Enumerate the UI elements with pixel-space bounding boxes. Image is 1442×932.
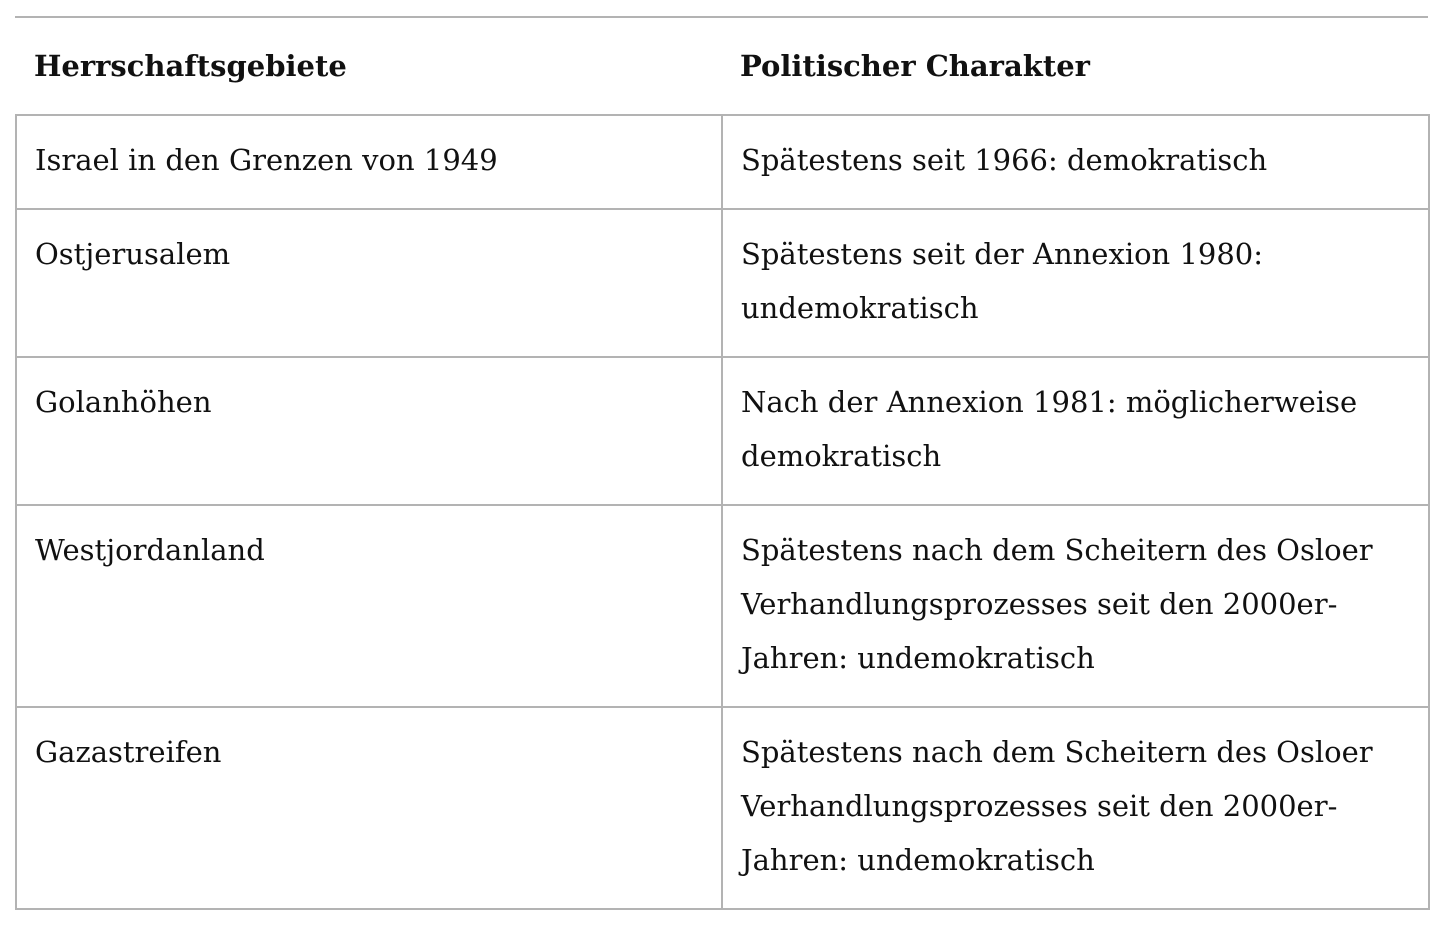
territory-cell: Westjordanland: [16, 505, 722, 707]
header-political-character: Politischer Charakter: [722, 18, 1429, 115]
table-header: [16, 18, 1429, 115]
character-cell: Spätestens nach dem Scheitern des Osloer Verhandlungsprozesses seit den 2000er-Jahren: undemokratisch: [722, 505, 1429, 707]
table-body: [16, 115, 1429, 909]
territory-cell: Ostjerusalem: [16, 209, 722, 357]
character-cell: Spätestens seit 1966: demokratisch: [722, 115, 1429, 209]
territory-table: [15, 18, 1430, 910]
header-territories: Herrschaftsgebiete: [16, 18, 722, 115]
table-row: [16, 209, 1429, 357]
table-row: [16, 357, 1429, 505]
table-row: [16, 707, 1429, 909]
table-row: [16, 505, 1429, 707]
territory-cell: Israel in den Grenzen von 1949: [16, 115, 722, 209]
character-cell: Nach der Annexion 1981: möglicherweise demokratisch: [722, 357, 1429, 505]
territory-cell: Golanhöhen: [16, 357, 722, 505]
header-row: [16, 18, 1429, 115]
table-row: [16, 115, 1429, 209]
character-cell: Spätestens nach dem Scheitern des Osloer Verhandlungsprozesses seit den 2000er-Jahren: undemokratisch: [722, 707, 1429, 909]
territory-cell: Gazastreifen: [16, 707, 722, 909]
character-cell: Spätestens seit der Annexion 1980: undemokratisch: [722, 209, 1429, 357]
